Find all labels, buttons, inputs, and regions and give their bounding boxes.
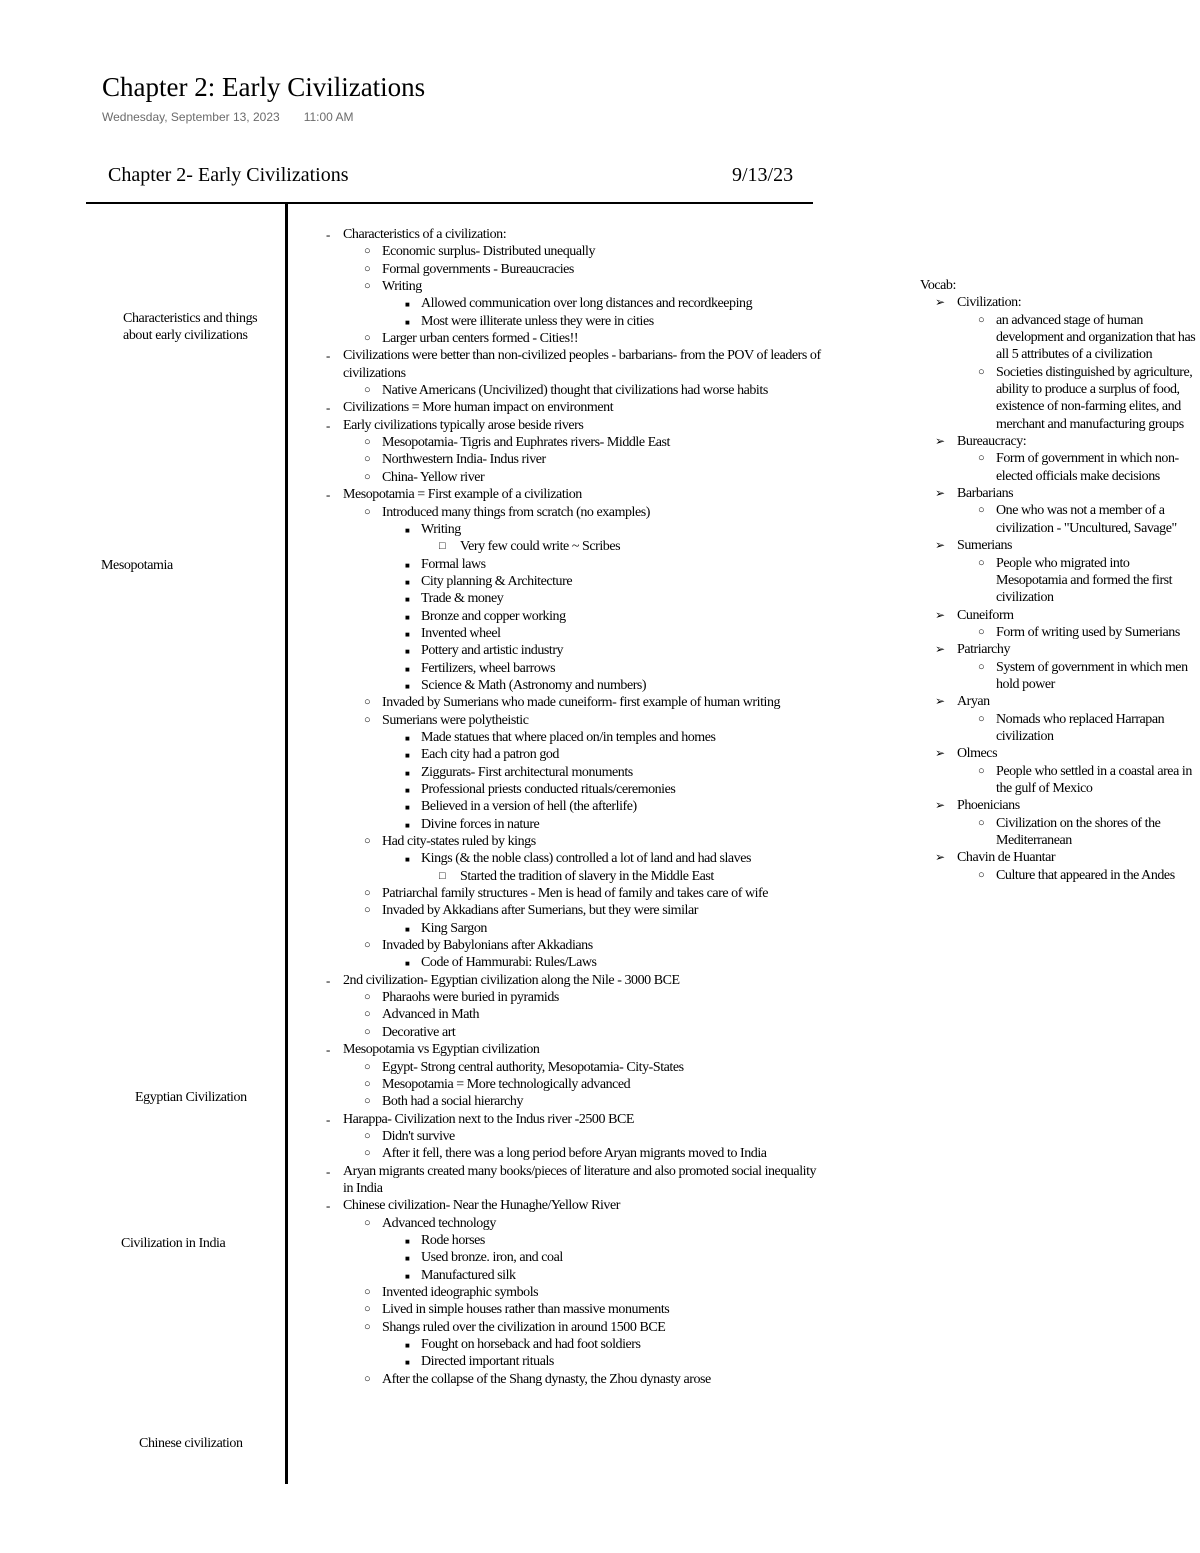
outline-item (920, 711, 1200, 746)
circle-bullet-icon: ○ (364, 1303, 371, 1316)
circle-bullet-icon: ○ (978, 712, 985, 725)
outline-text: Aryan (957, 694, 990, 710)
circle-bullet-icon: ○ (364, 696, 371, 709)
cue-egypt: Egyptian Civilization (135, 1090, 247, 1105)
outline-item (920, 659, 1200, 694)
outline-text: Civilization on the shores of the Mediterranean (996, 815, 1161, 848)
circle-bullet-icon: ○ (364, 384, 371, 397)
square-bullet-icon: ■ (405, 612, 410, 622)
outline-text: Bureaucracy: (957, 434, 1027, 450)
outline-text: Ziggurats- First architectural monuments (421, 764, 633, 780)
circle-bullet-icon: ○ (364, 470, 371, 483)
outline-text: Larger urban centers formed - Cities!! (382, 331, 579, 347)
outline-item (326, 1197, 826, 1214)
outline-item (326, 833, 826, 850)
cue-characteristics: Characteristics and things about early civilizations (123, 311, 258, 343)
outline-item (326, 1128, 826, 1145)
outline-text: Each city had a patron god (421, 747, 559, 763)
outline-item (326, 1111, 826, 1128)
outline-item (326, 1076, 826, 1093)
circle-bullet-icon: ○ (364, 1025, 371, 1038)
outline-text: Olmecs (957, 746, 998, 762)
outline-item (326, 417, 826, 434)
outline-item (326, 729, 826, 746)
arrow-bullet-icon: ➢ (935, 538, 945, 553)
outline-text: Had city-states ruled by kings (382, 834, 536, 850)
outline-item (920, 815, 1200, 850)
circle-bullet-icon: ○ (364, 939, 371, 952)
circle-bullet-icon: ○ (978, 868, 985, 881)
notes-heading: Chapter 2- Early Civilizations (108, 164, 349, 186)
arrow-bullet-icon: ➢ (935, 850, 945, 865)
square-bullet-icon: ■ (405, 525, 410, 535)
circle-bullet-icon: ○ (364, 1372, 371, 1385)
outline-text: One who was not a member of a civilization - "Uncultured, Savage" (996, 503, 1177, 536)
outline-item (326, 382, 826, 399)
circle-bullet-icon: ○ (364, 1285, 371, 1298)
outline-item (920, 641, 1200, 658)
outline-item (326, 816, 826, 833)
circle-bullet-icon: ○ (364, 280, 371, 293)
circle-bullet-icon: ○ (364, 1095, 371, 1108)
outline-text: Writing (382, 279, 422, 295)
dash-bullet-icon: - (326, 1198, 330, 1214)
circle-bullet-icon: ○ (978, 504, 985, 517)
outline-item (920, 797, 1200, 814)
circle-bullet-icon: ○ (364, 904, 371, 917)
outline-item (326, 954, 826, 971)
outline-item (326, 694, 826, 711)
page-meta (102, 110, 354, 124)
outline-item (326, 764, 826, 781)
outline-text: Allowed communication over long distances and recordkeeping (421, 296, 753, 312)
outline-text: Formal laws (421, 556, 486, 572)
outline-item (326, 850, 826, 867)
outline-item (920, 537, 1200, 554)
outline-text: Mesopotamia- Tigris and Euphrates rivers- Middle East (382, 435, 670, 451)
circle-bullet-icon: ○ (364, 713, 371, 726)
outline-text: Barbarians (957, 486, 1014, 502)
outline-item (326, 1163, 826, 1198)
outline-text: Form of government in which non-elected officials make decisions (996, 451, 1179, 484)
outline-item (920, 624, 1200, 641)
outline-text: Believed in a version of hell (the afterlife) (421, 799, 637, 815)
outline-item (920, 607, 1200, 624)
outline-item (326, 1215, 826, 1232)
outline-text: Professional priests conducted rituals/ceremonies (421, 782, 676, 797)
outline-text: King Sargon (421, 920, 487, 936)
circle-bullet-icon: ○ (978, 313, 985, 326)
outline-text: Bronze and copper working (421, 608, 566, 624)
outline-item (326, 798, 826, 815)
outline-text: Phoenicians (957, 798, 1020, 814)
outline-text: Writing (421, 521, 461, 537)
square-bullet-icon: ■ (405, 1341, 410, 1350)
outline-item (326, 989, 826, 1006)
outline-text: Lived in simple houses rather than massive monuments (382, 1302, 670, 1318)
outline-item (326, 608, 826, 625)
outline-text: Culture that appeared in the Andes (996, 867, 1175, 883)
square-bullet-icon: ■ (405, 751, 410, 761)
outline-item (326, 972, 826, 989)
outline-text: Civilizations were better than non-civilized peoples - barbarians- from the POV of leaders of civilizations (343, 348, 821, 381)
circle-bullet-icon: ○ (364, 332, 371, 345)
outline-item (326, 1006, 826, 1023)
outline-item (326, 1353, 826, 1370)
outline-item (920, 294, 1200, 311)
circle-bullet-icon: ○ (978, 660, 985, 673)
notes-body (326, 226, 826, 1484)
outline-text: Sumerians were polytheistic (382, 712, 529, 728)
outline-text: Science & Math (Astronomy and numbers) (421, 677, 647, 693)
dash-bullet-icon: - (326, 417, 330, 433)
arrow-bullet-icon: ➢ (935, 486, 945, 501)
outline-text: Chavin de Huantar (957, 850, 1056, 866)
outline-text: Civilizations = More human impact on environment (343, 400, 614, 416)
outline-item (920, 745, 1200, 762)
outline-text: Characteristics of a civilization: (343, 227, 507, 242)
outline-item (326, 642, 826, 659)
outline-text: Harappa- Civilization next to the Indus river -2500 BCE (343, 1111, 634, 1127)
outline-text: Manufactured silk (421, 1267, 516, 1283)
outline-text: Didn't survive (382, 1128, 455, 1144)
square-bullet-icon: ■ (405, 820, 410, 830)
vocab-list (920, 294, 1200, 884)
outline-item (920, 693, 1200, 710)
vocab-panel (920, 277, 1200, 884)
square-bullet-icon: ■ (405, 855, 410, 865)
open-square-bullet-icon: □ (439, 869, 446, 882)
outline-item (326, 920, 826, 937)
outline-item (326, 885, 826, 902)
outline-item (326, 313, 826, 330)
outline-text: Societies distinguished by agriculture, ability to produce a surplus of food, existence of non-farming elites, and merchant and manufacturing groups (996, 364, 1193, 432)
circle-bullet-icon: ○ (364, 453, 371, 466)
cue-india: Civilization in India (121, 1236, 226, 1251)
outline-text: Patriarchal family structures - Men is head of family and takes care of wife (382, 886, 769, 902)
outline-item (920, 849, 1200, 866)
outline-text: Invaded by Akkadians after Sumerians, but they were similar (382, 903, 698, 919)
square-bullet-icon: ■ (405, 681, 410, 691)
outline-text: Early civilizations typically arose beside rivers (343, 417, 584, 433)
outline-item (326, 573, 826, 590)
outline-text: Chinese civilization- Near the Hunaghe/Yellow River (343, 1198, 620, 1214)
outline-item (326, 937, 826, 954)
outline-text: Formal governments - Bureaucracies (382, 261, 574, 277)
page-time: 11:00 AM (303, 110, 354, 124)
outline-item (326, 538, 826, 555)
outline-item (326, 712, 826, 729)
outline-item (326, 399, 826, 416)
outline-text: Kings (& the noble class) controlled a lot of land and had slaves (421, 851, 751, 867)
outline-text: Civilization: (957, 295, 1022, 311)
outline-item (326, 278, 826, 295)
outline-text: Most were illiterate unless they were in cities (421, 313, 654, 329)
outline-text: Economic surplus- Distributed unequally (382, 244, 596, 260)
outline-item (326, 521, 826, 538)
square-bullet-icon: ■ (405, 733, 410, 743)
square-bullet-icon: ■ (405, 560, 410, 570)
arrow-bullet-icon: ➢ (935, 746, 945, 761)
outline-text: Mesopotamia = First example of a civilization (343, 487, 582, 503)
circle-bullet-icon: ○ (364, 1060, 371, 1073)
square-bullet-icon: ■ (405, 803, 410, 813)
outline-text: Invented ideographic symbols (382, 1284, 539, 1300)
outline-item (326, 625, 826, 642)
circle-bullet-icon: ○ (364, 262, 371, 275)
square-bullet-icon: ■ (405, 1236, 410, 1246)
outline-text: After the collapse of the Shang dynasty, the Zhou dynasty arose (382, 1371, 711, 1387)
outline-text: Code of Hammurabi: Rules/Laws (421, 955, 597, 971)
outline-item (326, 1371, 826, 1388)
square-bullet-icon: ■ (405, 300, 410, 310)
circle-bullet-icon: ○ (364, 1216, 371, 1229)
outline-item (326, 1024, 826, 1041)
outline-item (920, 433, 1200, 450)
outline-item (920, 867, 1200, 884)
outline-item (920, 502, 1200, 537)
outline-text: Directed important rituals (421, 1354, 554, 1370)
circle-bullet-icon: ○ (364, 835, 371, 848)
circle-bullet-icon: ○ (978, 625, 985, 638)
circle-bullet-icon: ○ (364, 1320, 371, 1333)
square-bullet-icon: ■ (405, 664, 410, 674)
outline-text: Form of writing used by Sumerians (996, 624, 1180, 640)
outline-item (326, 1301, 826, 1318)
outline-item (326, 746, 826, 763)
outline-item (326, 677, 826, 694)
outline-item (326, 295, 826, 312)
outline-text: Nomads who replaced Harrapan civilization (996, 711, 1165, 744)
outline-item (326, 504, 826, 521)
outline-text: Invaded by Sumerians who made cuneiform- first example of human writing (382, 695, 781, 711)
circle-bullet-icon: ○ (978, 764, 985, 777)
circle-bullet-icon: ○ (364, 1129, 371, 1142)
outline-item (326, 1284, 826, 1301)
outline-text: Rode horses (421, 1232, 485, 1248)
square-bullet-icon: ■ (405, 786, 410, 795)
outline-text: Both had a social hierarchy (382, 1094, 524, 1110)
open-square-bullet-icon: □ (439, 540, 446, 553)
outline-text: Divine forces in nature (421, 816, 540, 832)
outline-item (326, 902, 826, 919)
outline-text: Started the tradition of slavery in the Middle East (460, 868, 714, 884)
outline-text: 2nd civilization- Egyptian civilization along the Nile - 3000 BCE (343, 972, 680, 988)
arrow-bullet-icon: ➢ (935, 694, 945, 709)
notes-date: 9/13/23 (732, 164, 794, 186)
outline-text: Mesopotamia vs Egyptian civilization (343, 1042, 540, 1058)
outline-item (326, 330, 826, 347)
arrow-bullet-icon: ➢ (935, 642, 945, 657)
square-bullet-icon: ■ (405, 1271, 410, 1281)
outline-item (326, 451, 826, 468)
outline-item (920, 450, 1200, 485)
outline-item (920, 312, 1200, 364)
outline-item (326, 1232, 826, 1249)
outline-item (326, 1319, 826, 1336)
outline-text: Made statues that where placed on/in temples and homes (421, 729, 716, 745)
square-bullet-icon: ■ (405, 924, 410, 934)
cue-column-divider (285, 202, 288, 1484)
square-bullet-icon: ■ (405, 768, 410, 778)
outline-text: an advanced stage of human development and organization that has all 5 attributes of a civilization (996, 312, 1196, 363)
outline-text: Sumerians (957, 538, 1013, 554)
outline-text: System of government in which men hold power (996, 659, 1188, 692)
outline-text: Introduced many things from scratch (no examples) (382, 504, 650, 520)
cue-china: Chinese civilization (139, 1436, 243, 1451)
outline-item (326, 660, 826, 677)
square-bullet-icon: ■ (405, 629, 410, 639)
outline-text: Trade & money (421, 591, 504, 607)
outline-item (920, 364, 1200, 433)
page-date: Wednesday, September 13, 2023 (102, 110, 280, 124)
outline-text: Decorative art (382, 1024, 456, 1040)
outline-item (326, 1145, 826, 1162)
circle-bullet-icon: ○ (364, 991, 371, 1004)
outline-item (920, 555, 1200, 607)
outline-text: People who migrated into Mesopotamia and formed the first civilization (996, 555, 1173, 606)
outline-text: Native Americans (Uncivilized) thought that civilizations had worse habits (382, 383, 768, 399)
outline-item (326, 590, 826, 607)
outline-text: Used bronze. iron, and coal (421, 1250, 563, 1266)
outline-text: City planning & Architecture (421, 573, 573, 589)
circle-bullet-icon: ○ (364, 505, 371, 518)
outline-item (326, 781, 826, 798)
dash-bullet-icon: - (326, 400, 330, 416)
dash-bullet-icon: - (326, 1111, 330, 1127)
cue-mesopotamia: Mesopotamia (101, 558, 173, 573)
outline-text: Advanced in Math (382, 1007, 479, 1023)
dash-bullet-icon: - (326, 487, 330, 503)
outline-item (326, 1093, 826, 1110)
outline-item (326, 868, 826, 885)
dash-bullet-icon: - (326, 972, 330, 988)
outline-text: After it fell, there was a long period before Aryan migrants moved to India (382, 1146, 767, 1162)
outline-item (326, 1336, 826, 1353)
square-bullet-icon: ■ (405, 1358, 410, 1368)
outline-item (326, 556, 826, 573)
square-bullet-icon: ■ (405, 959, 410, 969)
outline-text: Pharaohs were buried in pyramids (382, 990, 559, 1006)
outline-text: Invaded by Babylonians after Akkadians (382, 938, 593, 954)
circle-bullet-icon: ○ (978, 452, 985, 465)
arrow-bullet-icon: ➢ (935, 295, 945, 310)
circle-bullet-icon: ○ (978, 365, 985, 378)
outline-item (326, 226, 826, 243)
outline-item (326, 1267, 826, 1284)
outline-item (326, 347, 826, 382)
circle-bullet-icon: ○ (978, 816, 985, 829)
outline-text: Shangs ruled over the civilization in around 1500 BCE (382, 1319, 666, 1335)
outline-item (326, 434, 826, 451)
outline-text: Cuneiform (957, 607, 1014, 623)
square-bullet-icon: ■ (405, 595, 410, 605)
arrow-bullet-icon: ➢ (935, 798, 945, 813)
header-rule (86, 202, 813, 204)
circle-bullet-icon: ○ (978, 556, 985, 569)
outline-item (326, 1059, 826, 1076)
square-bullet-icon: ■ (405, 577, 410, 587)
arrow-bullet-icon: ➢ (935, 434, 945, 449)
outline-text: Egypt- Strong central authority, Mesopotamia- City-States (382, 1059, 684, 1075)
outline-item (326, 243, 826, 260)
dash-bullet-icon: - (326, 227, 330, 242)
circle-bullet-icon: ○ (364, 436, 371, 449)
page-title: Chapter 2: Early Civilizations (102, 72, 426, 102)
outline-text: Pottery and artistic industry (421, 643, 564, 659)
outline-text: Very few could write ~ Scribes (460, 539, 621, 555)
outline-text: Mesopotamia = More technologically advanced (382, 1076, 631, 1092)
outline-item (326, 486, 826, 503)
circle-bullet-icon: ○ (364, 1147, 371, 1160)
square-bullet-icon: ■ (405, 647, 410, 657)
dash-bullet-icon: - (326, 348, 330, 364)
circle-bullet-icon: ○ (364, 1008, 371, 1021)
dash-bullet-icon: - (326, 1163, 330, 1179)
dash-bullet-icon: - (326, 1042, 330, 1058)
square-bullet-icon: ■ (405, 317, 410, 327)
outline-text: Patriarchy (957, 642, 1011, 658)
vocab-heading: Vocab: (920, 278, 956, 293)
circle-bullet-icon: ○ (364, 887, 371, 900)
square-bullet-icon: ■ (405, 1254, 410, 1264)
outline-text: Advanced technology (382, 1215, 496, 1231)
circle-bullet-icon: ○ (364, 245, 371, 258)
outline-text: China- Yellow river (382, 469, 485, 485)
outline-text: People who settled in a coastal area in the gulf of Mexico (996, 763, 1192, 796)
outline-item (326, 1041, 826, 1058)
outline-item (326, 261, 826, 278)
outline-text: Fought on horseback and had foot soldiers (421, 1337, 641, 1352)
outline-item (326, 469, 826, 486)
outline-text: Northwestern India- Indus river (382, 452, 546, 468)
outline-item (326, 1249, 826, 1266)
outline-text: Fertilizers, wheel barrows (421, 660, 556, 676)
outline-text: Aryan migrants created many books/pieces of literature and also promoted social inequality in India (343, 1163, 817, 1196)
arrow-bullet-icon: ➢ (935, 607, 945, 622)
circle-bullet-icon: ○ (364, 1077, 371, 1090)
outline-item (920, 763, 1200, 798)
outline-text: Invented wheel (421, 625, 501, 641)
outline-item (920, 485, 1200, 502)
